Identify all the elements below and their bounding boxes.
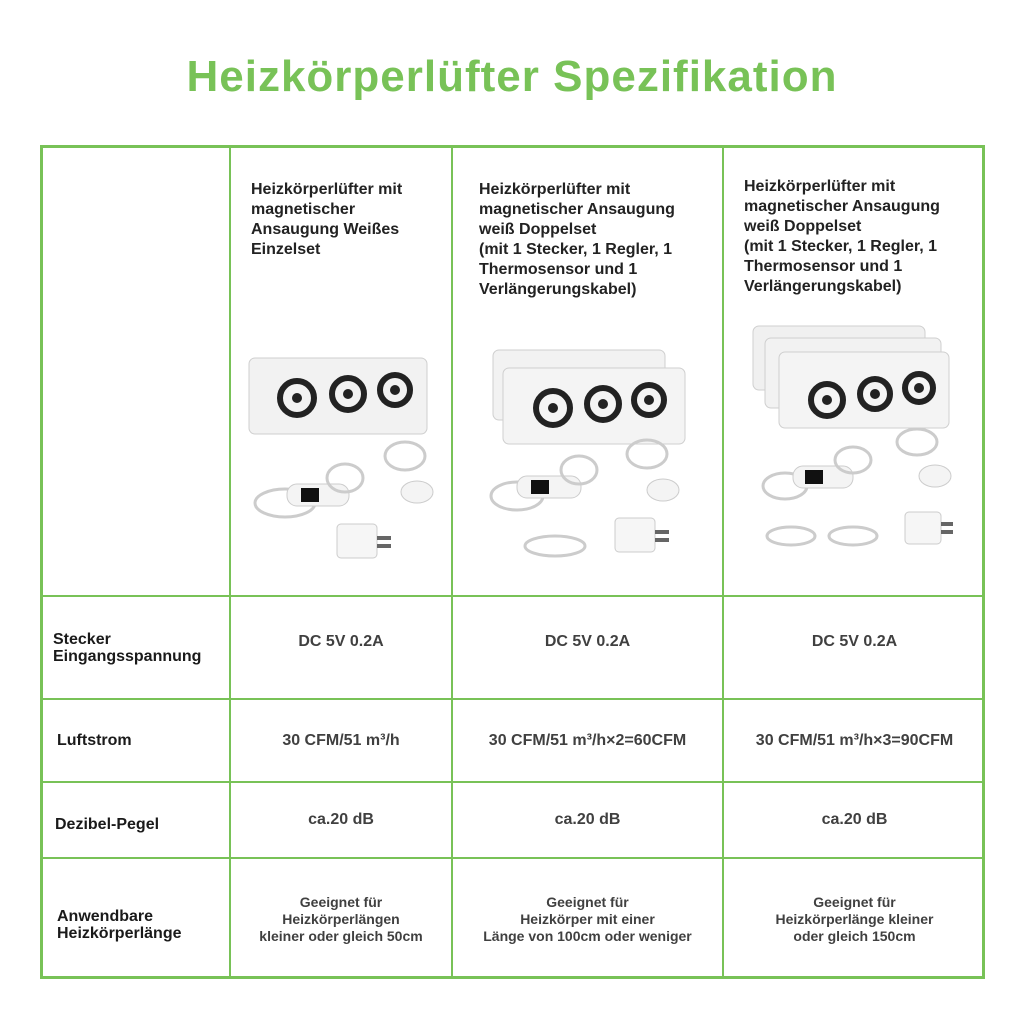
spec-table	[40, 145, 985, 979]
product-header-triple: Heizkörperlüfter mit magnetischer Ansaugung weiß Doppelset (mit 1 Stecker, 1 Regler, 1 Thermosensor und 1 Verlängerungskabel)	[744, 178, 940, 295]
airflow-value: 30 CFM/51 m³/h	[282, 731, 400, 749]
page-title: Heizkörperlüfter Spezifikation	[186, 52, 838, 101]
decibel-value: ca.20 dB	[308, 811, 374, 828]
product-header-double: Heizkörperlüfter mit magnetischer Ansaugung weiß Doppelset (mit 1 Stecker, 1 Regler, 1 Thermosensor und 1 Verlängerungskabel)	[479, 181, 675, 298]
row-label-airflow: Luftstrom	[57, 732, 132, 749]
product-header-single: Heizkörperlüfter mit magnetischer Ansaugung Weißes Einzelset	[251, 181, 403, 258]
fan-double-set-image	[487, 334, 717, 570]
decibel-value: ca.20 dB	[554, 811, 621, 828]
voltage-value: DC 5V 0.2A	[298, 633, 384, 650]
radiator-length-value: Geeignet für Heizkörperlänge kleiner oder gleich 150cm	[775, 893, 934, 944]
airflow-value: 30 CFM/51 m³/h×3=90CFM	[755, 731, 954, 749]
voltage-value: DC 5V 0.2A	[544, 633, 631, 650]
decibel-value: ca.20 dB	[821, 811, 888, 828]
radiator-length-value: Geeignet für Heizkörperlängen kleiner oder gleich 50cm	[259, 893, 423, 944]
row-label-radiator-length: Anwendbare Heizkörperlänge	[57, 908, 182, 942]
radiator-length-value: Geeignet für Heizkörper mit einer Länge von 100cm oder weniger	[483, 893, 692, 944]
row-label-decibel: Dezibel-Pegel	[55, 815, 160, 833]
airflow-value: 30 CFM/51 m³/h×2=60CFM	[488, 731, 687, 749]
row-label-voltage: Stecker Eingangsspannung	[53, 630, 202, 665]
fan-triple-set-image	[749, 318, 983, 558]
fan-single-set-image	[245, 348, 445, 568]
voltage-value: DC 5V 0.2A	[811, 633, 898, 650]
